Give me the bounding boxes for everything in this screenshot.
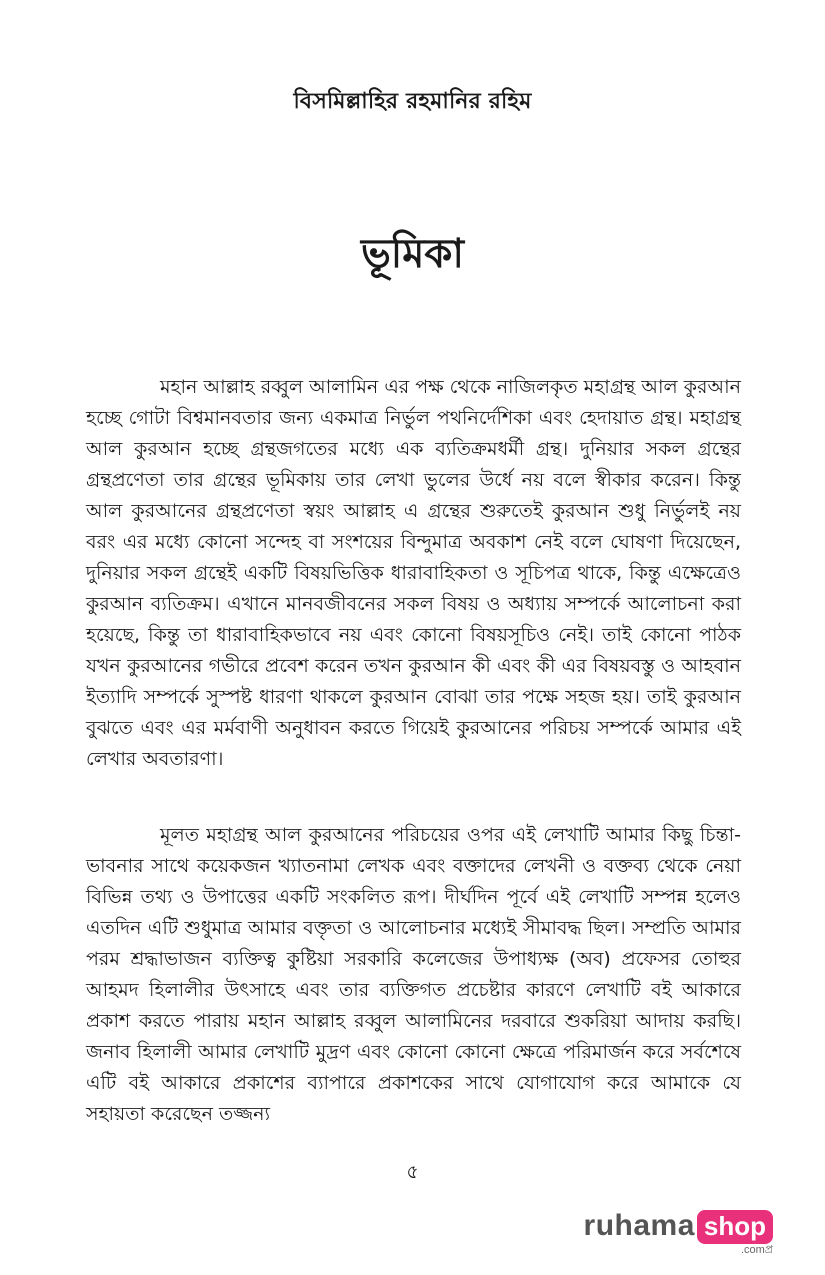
watermark-main-text: ruhama	[583, 1209, 695, 1242]
body-paragraph-1	[86, 372, 741, 775]
publisher-watermark-logo	[584, 1208, 773, 1256]
page-number: ৫	[406, 1161, 419, 1183]
page-title: ভূমিকা	[360, 231, 465, 277]
paragraph-text: মহান আল্লাহ রব্বুল আলামিন এর পক্ষ থেকে নাজিলকৃত মহাগ্রন্থ আল কুরআন হচ্ছে গোটা বিশ্বমানবতার জন্য একমাত্র নির্ভুল পথনির্দেশিকা এবং হেদায়াত গ্রন্থ। মহাগ্রন্থ আল কুরআন হচ্ছে গ্রন্থজগতের মধ্যে এক ব্যতিক্রমধর্মী গ্রন্থ। দুনিয়ার সকল গ্রন্থের গ্রন্থপ্রণেতা তার গ্রন্থের ভূমিকায় তার লেখা ভুলের উর্ধে নয় বলে স্বীকার করেন। কিন্তু আল কুরআনের গ্রন্থপ্রণেতা স্বয়ং আল্লাহ এ গ্রন্থের শুরুতেই কুরআন শুধু নির্ভুলই নয় বরং এর মধ্যে কোনো সন্দেহ বা সংশয়ের বিন্দুমাত্র অবকাশ নেই বলে ঘোষণা দিয়েছেন, দুনিয়ার সকল গ্রন্থেই একটি বিষয়ভিত্তিক ধারাবাহিকতা ও সূচিপত্র থাকে, কিন্তু এক্ষেত্রেও কুরআন ব্যতিক্রম। এখানে মানবজীবনের সকল বিষয় ও অধ্যায় সম্পর্কে আলোচনা করা হয়েছে, কিন্তু তা ধারাবাহিকভাবে নয় এবং কোনো বিষয়সূচিও নেই। তাই কোনো পাঠক যখন কুরআনের গভীরে প্রবেশ করেন তখন কুরআন কী এবং কী এর বিষয়বস্তু ও আহবান ইত্যাদি সম্পর্কে সুস্পষ্ট ধারণা থাকলে কুরআন বোঝা তার পক্ষে সহজ হয়। তাই কুরআন বুঝতে এবং এর মর্মবাণী অনুধাবন করতে গিয়েই কুরআনের পরিচয় সম্পর্কে আমার এই লেখার অবতারণা।	[86, 376, 741, 770]
body-paragraph-2	[86, 820, 741, 1130]
watermark-sub-text: .comপ্র	[740, 1244, 773, 1256]
watermark-shop-badge	[695, 1208, 773, 1256]
bismillah-heading: বিসমিল্লাহির রহমানির রহিম	[293, 89, 532, 114]
paragraph-text: মূলত মহাগ্রন্থ আল কুরআনের পরিচয়ের ওপর এই লেখাটি আমার কিছু চিন্তা-ভাবনার সাথে কয়েকজন খ্যাতনামা লেখক এবং বক্তাদের লেখনী ও বক্তব্য থেকে নেয়া বিভিন্ন তথ্য ও উপাত্তের একটি সংকলিত রূপ। দীর্ঘদিন পূর্বে এই লেখাটি সম্পন্ন হলেও এতদিন এটি শুধুমাত্র আমার বক্তৃতা ও আলোচনার মধ্যেই সীমাবদ্ধ ছিল। সম্প্রতি আমার পরম শ্রদ্ধাভাজন ব্যক্তিত্ব কুষ্টিয়া সরকারি কলেজের উপাধ্যক্ষ (অব) প্রফেসর তোহুর আহমদ হিলালীর উৎসাহে এবং তার ব্যক্তিগত প্রচেষ্টার কারণে লেখাটি বই আকারে প্রকাশ করতে পারায় মহান আল্লাহ রব্বুল আলামিনের দরবারে শুকরিয়া আদায় করছি। জনাব হিলালী আমার লেখাটি মুদ্রণ এবং কোনো কোনো ক্ষেত্রে পরিমার্জন করে সর্বশেষে এটি বই আকারে প্রকাশের ব্যাপারে প্রকাশকের সাথে যোগাযোগ করে আমাকে যে সহায়তা করেছেন তজ্জন্য	[86, 824, 741, 1125]
watermark-highlight-text: shop	[697, 1210, 773, 1244]
